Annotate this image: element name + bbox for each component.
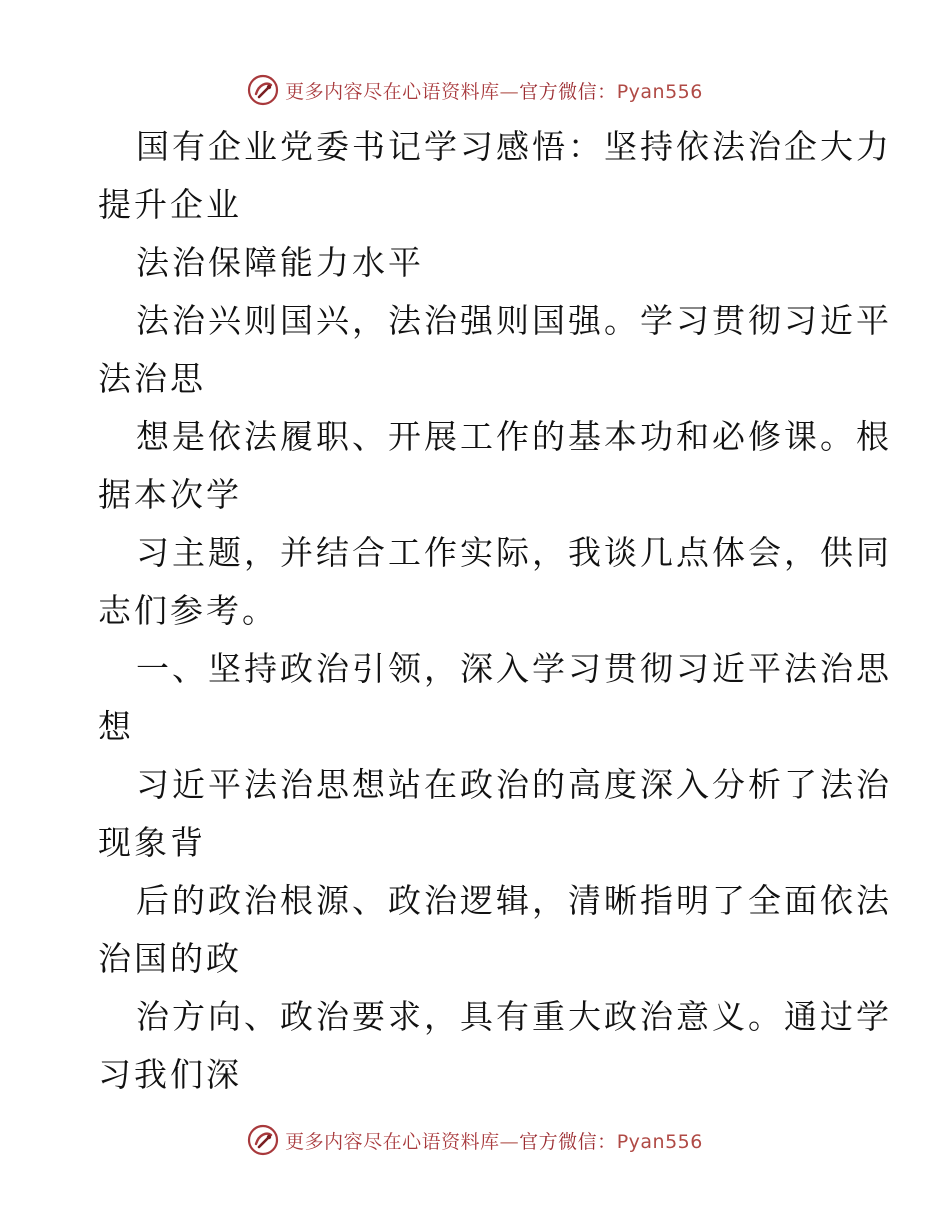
- text-line: 法治兴则国兴，法治强则国强。学习贯彻习近平: [136, 301, 892, 340]
- text-line: 一、坚持政治引领，深入学习贯彻习近平法治思: [136, 649, 892, 688]
- watermark-separator: —: [499, 80, 520, 103]
- text-line: 法治思: [98, 359, 206, 398]
- text-line: 想是依法履职、开展工作的基本功和必修课。根: [136, 417, 892, 456]
- text-line: 据本次学: [98, 475, 242, 514]
- watermark-wechat-id: Pyan556: [616, 1130, 703, 1153]
- text-line: 治国的政: [98, 939, 242, 978]
- text-line: 习主题，并结合工作实际，我谈几点体会，供同: [136, 533, 892, 572]
- watermark-text: [285, 77, 703, 104]
- watermark-wechat-label: 官方微信：: [519, 80, 617, 103]
- watermark-brand: 更多内容尽在心语资料库: [285, 80, 500, 103]
- watermark-text: [285, 1127, 703, 1154]
- footer-watermark: [0, 1120, 950, 1160]
- text-line: 国有企业党委书记学习感悟：坚持依法治企大力: [136, 127, 892, 166]
- text-line: 习近平法治思想站在政治的高度深入分析了法治: [136, 765, 892, 804]
- brand-logo-icon: [247, 74, 279, 106]
- header-watermark: [0, 70, 950, 110]
- watermark-wechat-id: Pyan556: [616, 80, 703, 103]
- watermark-separator: —: [499, 1130, 520, 1153]
- text-line: 习我们深: [98, 1055, 242, 1094]
- text-line: 志们参考。: [98, 591, 278, 630]
- brand-logo-icon: [247, 1124, 279, 1156]
- text-line: 想: [98, 707, 134, 746]
- text-line: 治方向、政治要求，具有重大政治意义。通过学: [136, 997, 892, 1036]
- text-line: 提升企业: [98, 185, 242, 224]
- text-line: 后的政治根源、政治逻辑，清晰指明了全面依法: [136, 881, 892, 920]
- text-line: 现象背: [98, 823, 206, 862]
- document-body: [98, 118, 892, 1104]
- text-line: 法治保障能力水平: [136, 243, 424, 282]
- watermark-brand: 更多内容尽在心语资料库: [285, 1130, 500, 1153]
- watermark-wechat-label: 官方微信：: [519, 1130, 617, 1153]
